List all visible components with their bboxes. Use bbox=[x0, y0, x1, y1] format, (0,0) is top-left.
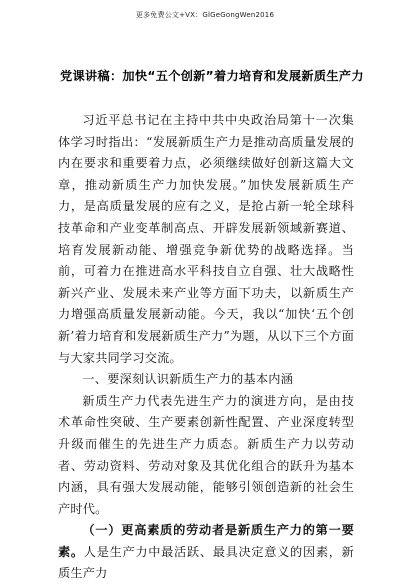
section-1-paragraph: 新质生产力代表先进生产力的演进方向，是由技术革命性突破、生产要素创新性配置、产业深度转型升级而催生的先进生产力质态。新质生产力以劳动者、劳动资料、劳动对象及其优化组合的跃升为基本内涵，具有强大发展动能，能够引领创造新的社会生产时代。 bbox=[58, 393, 354, 516]
subsection-1-title: （一）更高素质的劳动者是新质生产力的第一要素。 bbox=[58, 523, 354, 559]
subsection-1 bbox=[58, 520, 354, 585]
intro-paragraph: 习近平总书记在主持中共中央政治局第十一次集体学习时指出：“发展新质生产力是推动高质量发展的内在要求和重要着力点，必须继续做好创新这篇大文章，推动新质生产力加快发展。”加快发展新质生产力，是高质量发展的应有之义，是抢占新一轮全球科技革命和产业变革制高点、开辟发展新领域新赛道、培育发展新动能、增强竞争新优势的战略选择。当前，可着力在推进高水平科技自立自强、壮大战略性新兴产业、发展未来产业等方面下功夫，以新质生产力增强高质量发展新动能。今天，我以“加快‘五个创新’着力培育和发展新质生产力”为题，从以下三个方面与大家共同学习交流。 bbox=[58, 113, 354, 365]
subsection-1-text: 人是生产力中最活跃、最具决定意义的因素，新质生产力 bbox=[58, 544, 355, 581]
header-note: 更多免费公文+VX：GlGeGongWen2016 bbox=[135, 11, 275, 19]
document-body bbox=[58, 110, 354, 585]
document-title: 党课讲稿：加快“五个创新”着力培育和发展新质生产力 bbox=[60, 69, 364, 83]
section-heading-1: 一、要深刻认识新质生产力的基本内涵 bbox=[82, 372, 293, 387]
